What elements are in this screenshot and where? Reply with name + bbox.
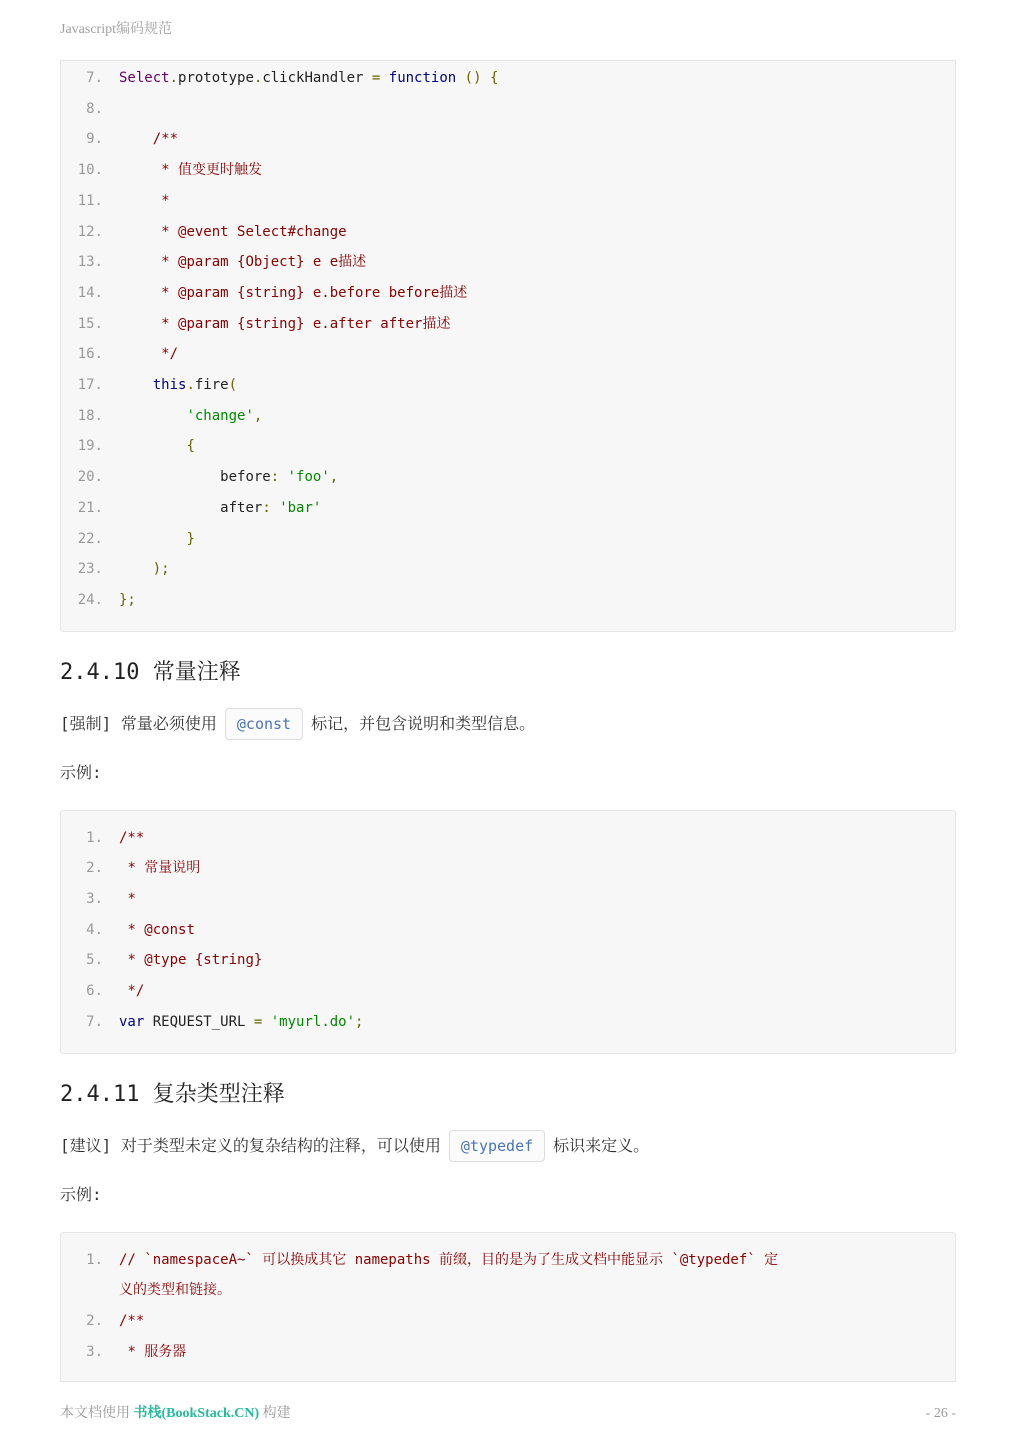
line-number: 13. [77,254,103,271]
line-number: 5. [86,952,103,969]
code-text: before: 'foo', [119,469,339,486]
code-text: } [186,530,195,547]
line-number: 14. [77,284,103,301]
code-text: * 常量说明 [127,860,201,877]
code-text: * [161,192,170,209]
line-number: 17. [77,377,103,394]
rule-paragraph [60,708,956,740]
rule-text-prefix: [强制] 常量必须使用 [60,713,217,733]
code-text: after: 'bar' [119,499,322,516]
footer-built-suffix: 构建 [259,1406,291,1421]
content-column [60,0,956,1382]
code-line [75,370,935,401]
code-text: * [127,891,136,908]
code-line [75,1275,935,1306]
code-text: /** [119,829,145,846]
code-text: * @param {string} e.before before描述 [161,284,468,301]
line-number: 1. [86,829,103,846]
line-number: 18. [77,407,103,424]
code-line [75,823,935,854]
rule-text-prefix: [建议] 对于类型未定义的复杂结构的注释，可以使用 [60,1135,441,1155]
line-number: 4. [86,921,103,938]
code-text: * @event Select#change [161,223,347,240]
code-text: Select.prototype.clickHandler = function () { [119,70,499,86]
code-block [60,810,956,1054]
code-line [75,915,935,946]
code-line [75,431,935,462]
code-line [75,554,935,585]
code-text: var REQUEST_URL = 'myurl.do'; [119,1013,364,1030]
line-number: 3. [86,891,103,908]
code-line [75,186,935,217]
line-number: 2. [86,860,103,877]
code-line [75,853,935,884]
code-line [75,884,935,915]
line-number: 6. [86,983,103,1000]
code-line [75,524,935,555]
code-text: * 值变更时触发 [161,162,263,179]
line-number: 9. [86,131,103,148]
code-text: ); [152,561,170,578]
code-text: this.fire( [152,377,238,394]
code-block [60,60,956,632]
document-title: Javascript编码规范 [60,22,172,37]
example-label: 示例: [60,762,102,782]
code-line [75,945,935,976]
page-footer [60,1402,956,1422]
code-text: */ [127,983,145,1000]
code-line [75,493,935,524]
line-number: 16. [77,346,103,363]
rule-text-suffix: 标识来定义。 [553,1135,650,1155]
code-line [75,1245,935,1276]
code-text: * 服务器 [127,1343,187,1360]
line-number: 7. [86,70,103,86]
line-number: 23. [77,561,103,578]
line-number: 19. [77,438,103,455]
code-line [75,217,935,248]
rule-text-suffix: 标记，并包含说明和类型信息。 [311,713,536,733]
code-text [119,94,935,125]
code-text: { [186,438,195,455]
code-line [75,94,935,125]
code-text: }; [119,591,136,608]
code-text: * @param {string} e.after after描述 [161,315,451,332]
line-number: 2. [86,1312,103,1329]
code-line [75,401,935,432]
line-number: 12. [77,223,103,240]
section-heading: 2.4.10 常量注释 [60,659,241,685]
code-line [75,585,935,616]
code-text: 义的类型和链接。 [119,1282,231,1299]
code-line [75,247,935,278]
code-line [75,339,935,370]
line-number: 3. [86,1343,103,1360]
line-number: 15. [77,315,103,332]
code-text: */ [161,346,179,363]
code-line [75,462,935,493]
code-line [75,63,935,94]
line-number: 8. [86,100,103,117]
rule-paragraph [60,1130,956,1162]
line-number: 20. [77,469,103,486]
code-text: /** [119,1312,145,1329]
line-number [75,1275,103,1306]
code-line [75,1007,935,1038]
code-text: * @param {Object} e e描述 [161,254,367,271]
code-block [60,1232,956,1382]
code-text: 'change', [186,407,263,424]
footer-built-prefix: 本文档使用 [60,1406,134,1421]
example-label: 示例: [60,1184,102,1204]
code-text: * @const [127,921,195,938]
line-number: 11. [77,192,103,209]
section-heading: 2.4.11 复杂类型注释 [60,1081,285,1107]
code-line [75,1306,935,1337]
line-number: 1. [86,1251,103,1268]
footer-note [60,1402,291,1422]
code-line [75,155,935,186]
code-text: /** [152,131,179,148]
line-number: 10. [77,162,103,179]
line-number: 24. [77,591,103,608]
code-line [75,1337,935,1368]
code-line [75,976,935,1007]
inline-code-badge: @typedef [449,1130,545,1162]
code-line [75,124,935,155]
code-text: // `namespaceA~` 可以换成其它 namepaths 前缀，目的是为了生成文档中能显示 `@typedef` 定 [119,1251,779,1268]
inline-code-badge: @const [225,708,303,740]
line-number: 22. [77,530,103,547]
line-number: 7. [86,1013,103,1030]
page-number: - 26 - [925,1406,956,1421]
code-text: * @type {string} [127,952,263,969]
code-line [75,278,935,309]
brand-link[interactable]: 书栈(BookStack.CN) [133,1406,260,1421]
code-line [75,309,935,340]
line-number: 21. [77,499,103,516]
